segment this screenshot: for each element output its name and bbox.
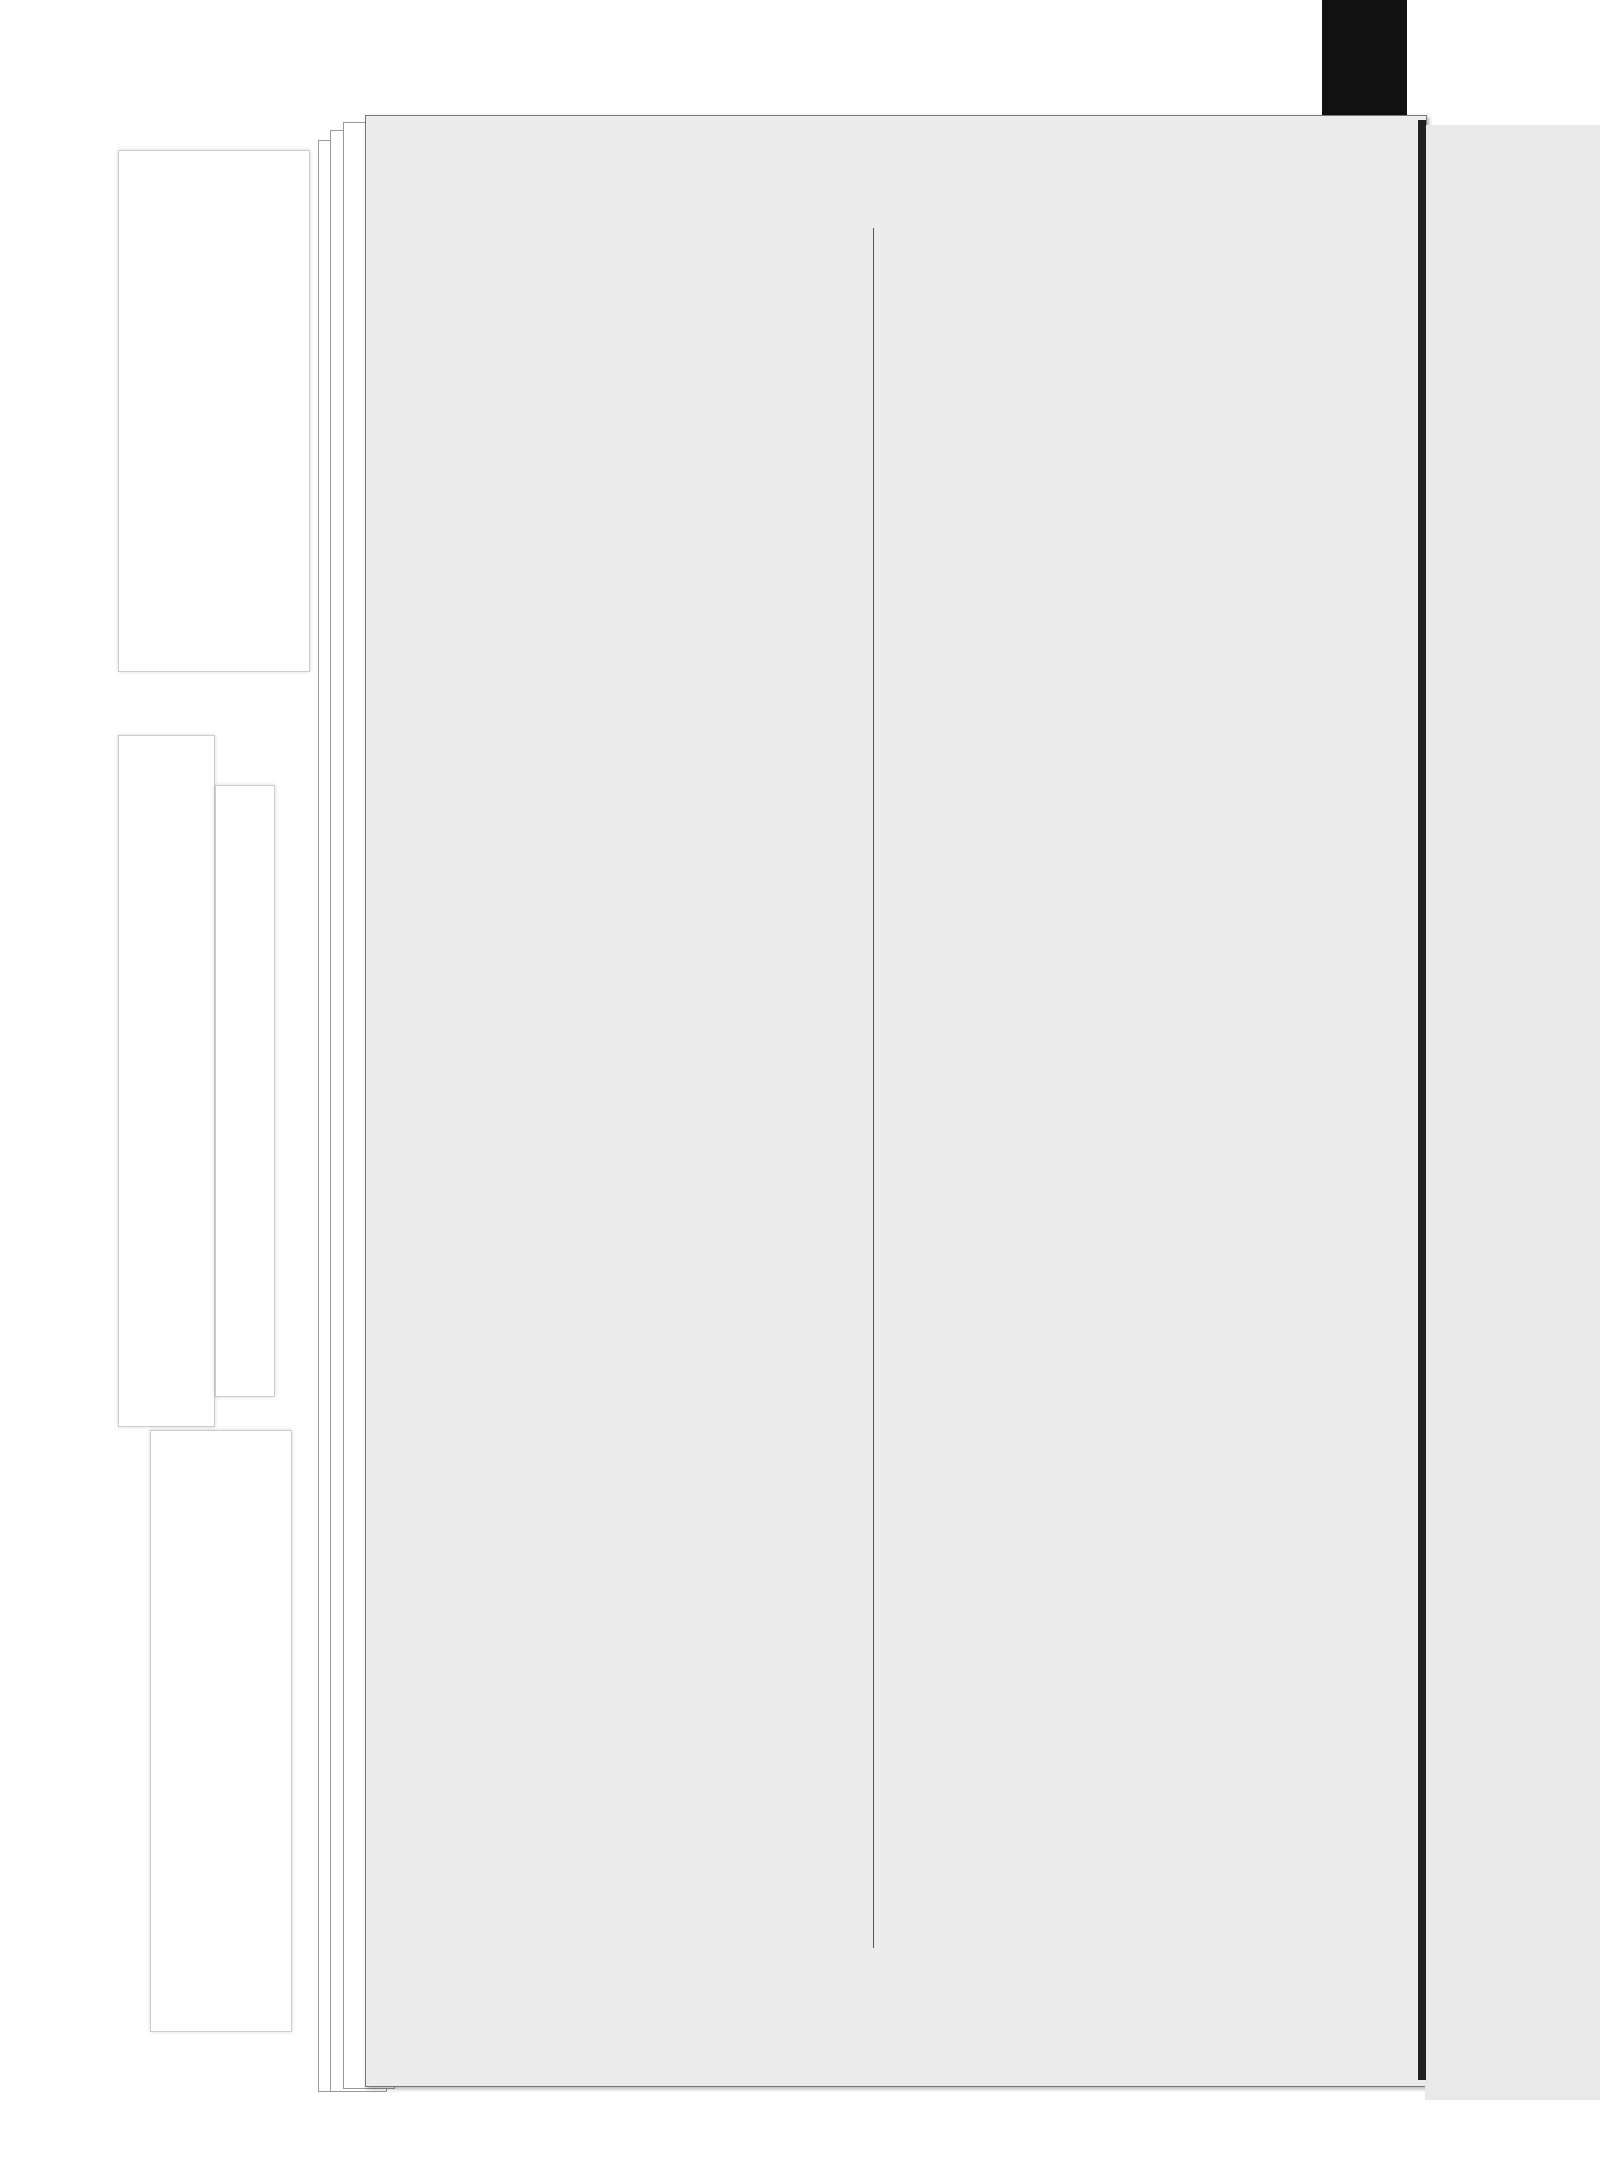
facing-page — [1425, 125, 1600, 2100]
directory-page — [365, 115, 1427, 2087]
repaired-document-tab — [118, 150, 310, 672]
bleed-through-tab — [150, 1430, 292, 2032]
column-divider — [873, 228, 874, 1948]
soiled-document-tab — [118, 735, 215, 1427]
book-gutter — [1418, 120, 1426, 2080]
plastic-covered-document-tab — [215, 785, 275, 1397]
